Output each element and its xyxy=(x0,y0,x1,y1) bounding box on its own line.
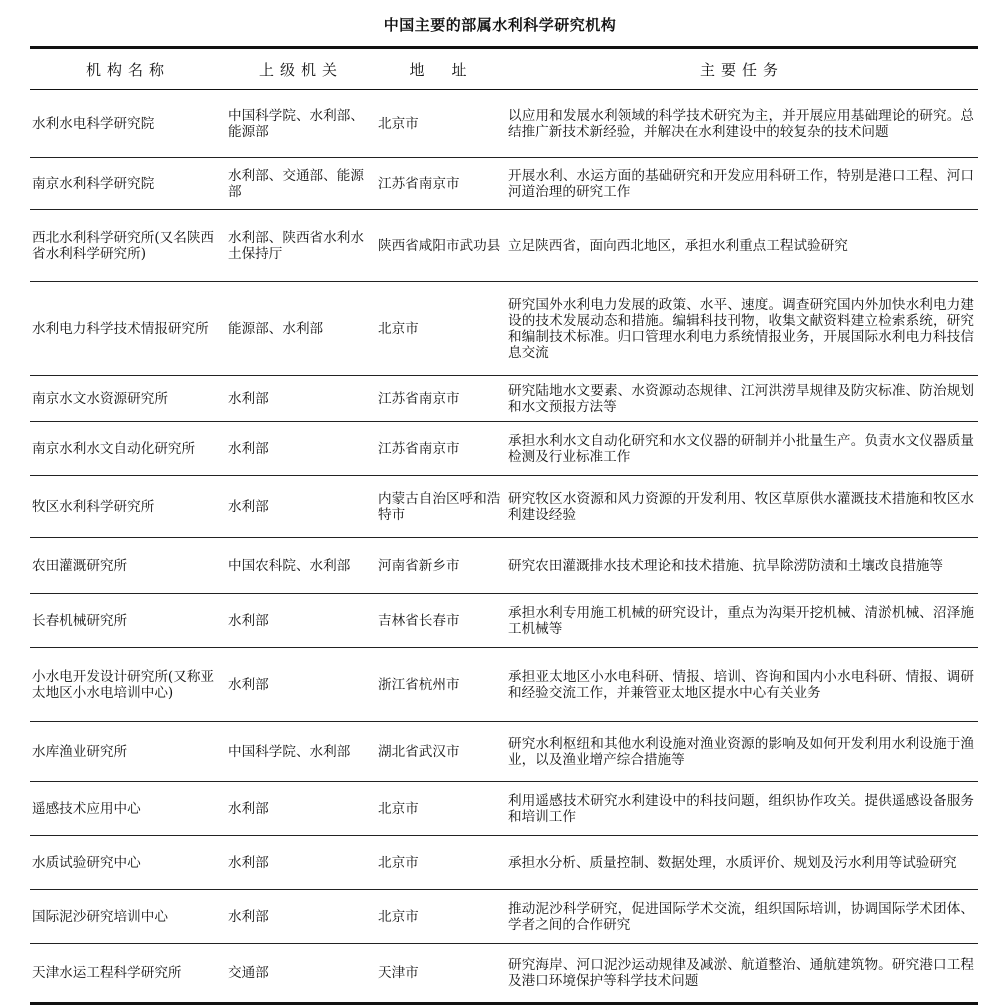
address-cell: 内蒙古自治区呼和浩特市 xyxy=(376,476,506,538)
main-task-cell: 研究农田灌溉排水技术理论和技术措施、抗旱除涝防渍和土壤改良措施等 xyxy=(506,538,978,594)
header-superior: 上级机关 xyxy=(226,48,376,90)
institution-name-cell: 天津水运工程科学研究所 xyxy=(32,965,182,981)
table-row xyxy=(30,782,978,836)
table-row xyxy=(30,210,978,282)
main-task-cell: 开展水利、水运方面的基础研究和开发应用科研工作，特别是港口工程、河口河道治理的研究工作 xyxy=(506,158,978,210)
header-task: 主要任务 xyxy=(506,48,978,90)
main-task-cell: 研究牧区水资源和风力资源的开发利用、牧区草原供水灌溉技术措施和牧区水利建设经验 xyxy=(506,476,978,538)
superior-agency-cell: 水利部 xyxy=(226,890,376,944)
address-cell: 江苏省南京市 xyxy=(376,422,506,476)
address-cell: 陕西省咸阳市武功县 xyxy=(376,210,506,282)
institution-name-cell: 长春机械研究所 xyxy=(30,594,226,648)
table-row xyxy=(30,890,978,944)
main-task-cell: 承担亚太地区小水电科研、情报、培训、咨询和国内小水电科研、情报、调研和经验交流工作，并兼管亚太地区提水中心有关业务 xyxy=(506,648,978,722)
address-cell: 浙江省杭州市 xyxy=(376,648,506,722)
address-cell: 天津市 xyxy=(378,965,419,981)
main-task-cell: 推动泥沙科学研究，促进国际学术交流，组织国际培训，协调国际学术团体、学者之间的合作研究 xyxy=(506,890,978,944)
header-name: 机构名称 xyxy=(30,48,226,90)
main-task-cell: 研究水利枢纽和其他水利设施对渔业资源的影响及如何开发利用水利设施于渔业，以及渔业增产综合措施等 xyxy=(506,722,978,782)
institution-name-cell: 遥感技术应用中心 xyxy=(30,782,226,836)
address-cell: 北京市 xyxy=(376,782,506,836)
main-task-cell: 以应用和发展水利领域的科学技术研究为主，并开展应用基础理论的研究。总结推广新技术新经验，并解决在水利建设中的较复杂的技术问题 xyxy=(506,90,978,158)
superior-agency-cell: 水利部 xyxy=(226,782,376,836)
superior-agency-cell: 水利部 xyxy=(226,476,376,538)
header-address: 地 址 xyxy=(376,48,506,90)
main-task-cell: 研究海岸、河口泥沙运动规律及减淤、航道整治、通航建筑物。研究港口工程及港口环境保护等科学技术问题 xyxy=(508,957,974,989)
table-row xyxy=(30,376,978,422)
superior-agency-cell: 水利部 xyxy=(226,376,376,422)
table-row xyxy=(30,158,978,210)
table-row xyxy=(30,722,978,782)
main-task-cell: 承担水分析、质量控制、数据处理，水质评价、规划及污水利用等试验研究 xyxy=(506,836,978,890)
main-task-cell: 承担水利水文自动化研究和水文仪器的研制并小批量生产。负责水文仪器质量检测及行业标准工作 xyxy=(506,422,978,476)
institution-name-cell: 水利水电科学研究院 xyxy=(30,90,226,158)
table-row xyxy=(30,944,978,1004)
table-row xyxy=(30,836,978,890)
superior-agency-cell: 水利部 xyxy=(226,836,376,890)
superior-agency-cell: 水利部 xyxy=(226,594,376,648)
table-row xyxy=(30,282,978,376)
institution-name-cell: 水质试验研究中心 xyxy=(30,836,226,890)
address-cell: 河南省新乡市 xyxy=(376,538,506,594)
institution-name-cell: 牧区水利科学研究所 xyxy=(30,476,226,538)
superior-agency-cell: 中国科学院、水利部 xyxy=(226,722,376,782)
table-row xyxy=(30,90,978,158)
address-cell: 吉林省长春市 xyxy=(376,594,506,648)
superior-agency-cell: 水利部 xyxy=(226,422,376,476)
table-body xyxy=(30,90,978,1004)
main-task-cell: 研究陆地水文要素、水资源动态规律、江河洪涝旱规律及防灾标准、防治规划和水文预报方法等 xyxy=(506,376,978,422)
superior-agency-cell: 中国农科院、水利部 xyxy=(226,538,376,594)
table-row xyxy=(30,538,978,594)
superior-agency-cell: 交通部 xyxy=(228,965,269,981)
superior-agency-cell: 水利部、陕西省水利水土保持厅 xyxy=(226,210,376,282)
address-cell: 湖北省武汉市 xyxy=(376,722,506,782)
institution-name-cell: 国际泥沙研究培训中心 xyxy=(30,890,226,944)
institution-name-cell: 水库渔业研究所 xyxy=(30,722,226,782)
main-task-cell: 利用遥感技术研究水利建设中的科技问题，组织协作攻关。提供遥感设备服务和培训工作 xyxy=(506,782,978,836)
superior-agency-cell: 能源部、水利部 xyxy=(226,282,376,376)
institution-name-cell: 水利电力科学技术情报研究所 xyxy=(30,282,226,376)
address-cell: 北京市 xyxy=(376,836,506,890)
institution-name-cell: 农田灌溉研究所 xyxy=(30,538,226,594)
superior-agency-cell: 中国科学院、水利部、能源部 xyxy=(226,90,376,158)
address-cell: 北京市 xyxy=(376,890,506,944)
institution-name-cell: 小水电开发设计研究所(又称亚太地区小水电培训中心) xyxy=(30,648,226,722)
address-cell: 江苏省南京市 xyxy=(376,376,506,422)
superior-agency-cell: 水利部 xyxy=(226,648,376,722)
main-task-cell: 立足陕西省，面向西北地区，承担水利重点工程试验研究 xyxy=(506,210,978,282)
address-cell: 北京市 xyxy=(376,282,506,376)
header-row xyxy=(30,48,978,90)
table-row xyxy=(30,648,978,722)
main-task-cell: 研究国外水利电力发展的政策、水平、速度。调查研究国内外加快水利电力建设的技术发展动态和措施。编辑科技刊物，收集文献资料建立检索系统，研究和编制技术标准。归口管理水利电力系统情报业务，开展国际水利电力科技信息交流 xyxy=(506,282,978,376)
superior-agency-cell: 水利部、交通部、能源部 xyxy=(226,158,376,210)
table-row xyxy=(30,476,978,538)
institution-name-cell: 西北水利科学研究所(又名陕西省水利科学研究所) xyxy=(30,210,226,282)
institutions-table xyxy=(30,46,978,1005)
main-task-cell: 承担水利专用施工机械的研究设计，重点为沟渠开挖机械、清淤机械、沼泽施工机械等 xyxy=(506,594,978,648)
institution-name-cell: 南京水利科学研究院 xyxy=(30,158,226,210)
address-cell: 江苏省南京市 xyxy=(376,158,506,210)
table-title: 中国主要的部属水利科学研究机构 xyxy=(383,16,617,34)
table-row xyxy=(30,594,978,648)
institution-name-cell: 南京水利水文自动化研究所 xyxy=(30,422,226,476)
table-row xyxy=(30,422,978,476)
address-cell: 北京市 xyxy=(376,90,506,158)
institution-name-cell: 南京水文水资源研究所 xyxy=(30,376,226,422)
